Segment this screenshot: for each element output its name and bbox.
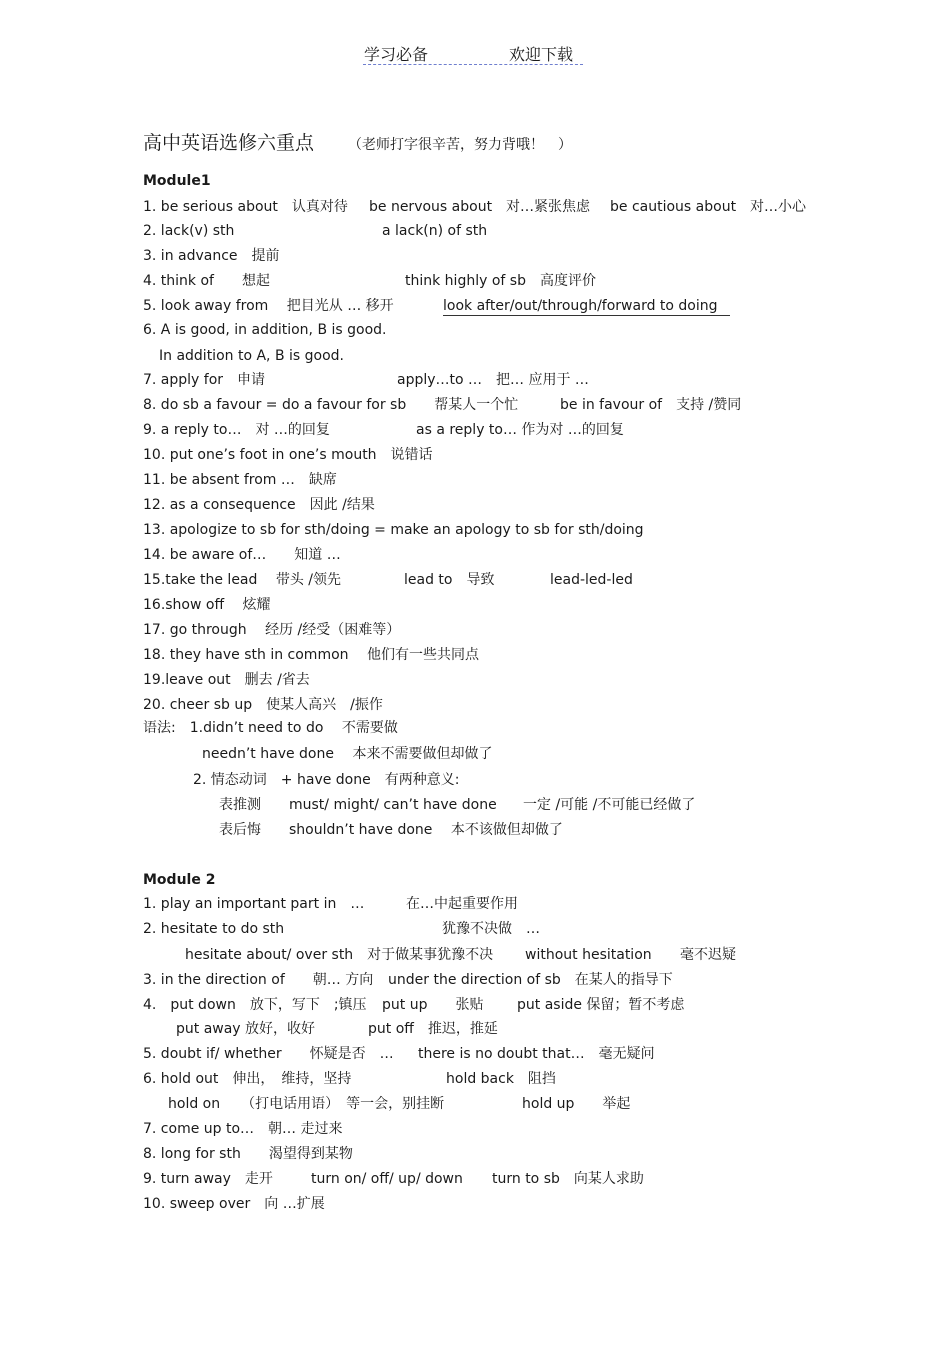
line-col-a: 15.take the lead 带头 /领先 [143, 572, 342, 588]
line-col-c: 毫不迟疑 [680, 947, 736, 963]
line-col-c: put aside 保留；暂不考虑 [517, 997, 685, 1013]
line-col-a: In addition to A, B is good. [159, 348, 344, 364]
module1-heading: Module1 [143, 173, 211, 189]
line-col-b: be nervous about 对…紧张焦虑 [369, 199, 591, 215]
line-col-b: without hesitation [525, 947, 652, 963]
line-col-a: 1. be serious about 认真对待 [143, 199, 348, 215]
line-col-a: 5. doubt if/ whether 怀疑是否 … [143, 1046, 394, 1062]
title-note: （老师打字很辛苦，努力背哦！ ） [348, 137, 573, 153]
line-col-b: 犹豫不决做 … [442, 921, 540, 937]
line-col-b: as a reply to… 作为对 …的回复 [416, 422, 624, 438]
line-col-b: 一定 /可能 /不可能已经做了 [523, 797, 696, 813]
line-col-a: 9. a reply to… 对 …的回复 [143, 422, 330, 438]
line-col-b: there is no doubt that… 毫无疑问 [418, 1046, 655, 1062]
line-col-b: a lack(n) of sth [382, 223, 488, 239]
header-left-text: 学习必备 [364, 45, 429, 64]
line-col-a: 6. A is good, in addition, B is good. [143, 322, 387, 338]
line-col-b: think highly of sb 高度评价 [405, 273, 596, 289]
line-col-b: be in favour of 支持 /赞同 [560, 397, 742, 413]
line-col-a: 6. hold out 伸出， 维持，坚持 [143, 1071, 352, 1087]
module1-line-19: 19.leave out 删去 /省去 [143, 672, 310, 688]
line-col-c: lead-led-led [550, 572, 633, 588]
line-col-a: 5. look away from 把目光从 … 移开 [143, 298, 394, 314]
grammar-line-3: 2. 情态动词 + have done 有两种意义: [193, 772, 460, 788]
line-col-b: 在…中起重要作用 [406, 896, 518, 912]
module1-line-14: 14. be aware of… 知道 … [143, 547, 341, 563]
line-col-b: under the direction of sb 在某人的指导下 [388, 972, 673, 988]
line-col-a: 2. lack(v) sth [143, 223, 235, 239]
line-col-a: 1. play an important part in … [143, 896, 365, 912]
line-col-a: 7. apply for 申请 [143, 372, 266, 388]
grammar-line-5: 表后悔 shouldn’t have done 本不该做但却做了 [219, 822, 563, 838]
line-col-a: 3. in the direction of 朝… 方向 [143, 972, 374, 988]
module2-heading: Module 2 [143, 872, 216, 888]
line-col-a: 表推测 must/ might/ can’t have done [219, 797, 497, 813]
module1-line-11: 11. be absent from … 缺席 [143, 472, 337, 488]
line-col-a: 2. hesitate to do sth [143, 921, 285, 937]
line-col-a: 4. think of 想起 [143, 273, 270, 289]
line-col-c: turn to sb 向某人求助 [492, 1171, 644, 1187]
line-col-a: 3. in advance 提前 [143, 248, 280, 264]
line-col-b: lead to 导致 [404, 572, 495, 588]
module1-line-18: 18. they have sth in common 他们有一些共同点 [143, 647, 479, 663]
header-right-text: 欢迎下载 [509, 45, 574, 64]
module1-line-17: 17. go through 经历 /经受（困难等） [143, 622, 401, 638]
line-col-a: put away 放好，收好 [176, 1021, 316, 1037]
module2-line-8: 8. long for sth 渴望得到某物 [143, 1146, 353, 1162]
line-col-b: put up 张贴 [382, 997, 484, 1013]
module1-line-20: 20. cheer sb up 使某人高兴 /振作 [143, 697, 383, 713]
module1-line-13: 13. apologize to sb for sth/doing = make an apology to sb for sth/doing [143, 522, 644, 538]
title-main: 高中英语选修六重点 [143, 132, 315, 154]
line-col-b: hold up 举起 [522, 1096, 631, 1112]
line-col-b: turn on/ off/ up/ down [311, 1171, 463, 1187]
line-col-a: hold on （打电话用语） 等一会，别挂断 [168, 1096, 445, 1112]
module1-line-12: 12. as a consequence 因此 /结果 [143, 497, 375, 513]
line-col-c: be cautious about 对…小心 [610, 199, 807, 215]
line-col-a: 8. do sb a favour = do a favour for sb 帮某人一个忙 [143, 397, 519, 413]
line-col-b: put off 推迟，推延 [368, 1021, 498, 1037]
module2-line-7: 7. come up to… 朝… 走过来 [143, 1121, 343, 1137]
page-header [363, 42, 583, 65]
line-col-a: hesitate about/ over sth 对于做某事犹豫不决 [185, 947, 494, 963]
document-title [143, 128, 572, 155]
module2-line-10: 10. sweep over 向 …扩展 [143, 1196, 325, 1212]
line-col-a: 4. put down 放下，写下 ;镇压 [143, 997, 367, 1013]
line-col-a: 9. turn away 走开 [143, 1171, 273, 1187]
module1-line-10: 10. put one’s foot in one’s mouth 说错话 [143, 447, 433, 463]
line-col-b: look after/out/through/forward to doing [443, 297, 730, 316]
line-col-b: apply…to … 把… 应用于 … [397, 372, 589, 388]
line-col-b: hold back 阻挡 [446, 1071, 556, 1087]
grammar-line-2: needn’t have done 本来不需要做但却做了 [202, 746, 493, 762]
module1-line-16: 16.show off 炫耀 [143, 597, 271, 613]
grammar-line-1: 语法: 1.didn’t need to do 不需要做 [143, 720, 398, 736]
